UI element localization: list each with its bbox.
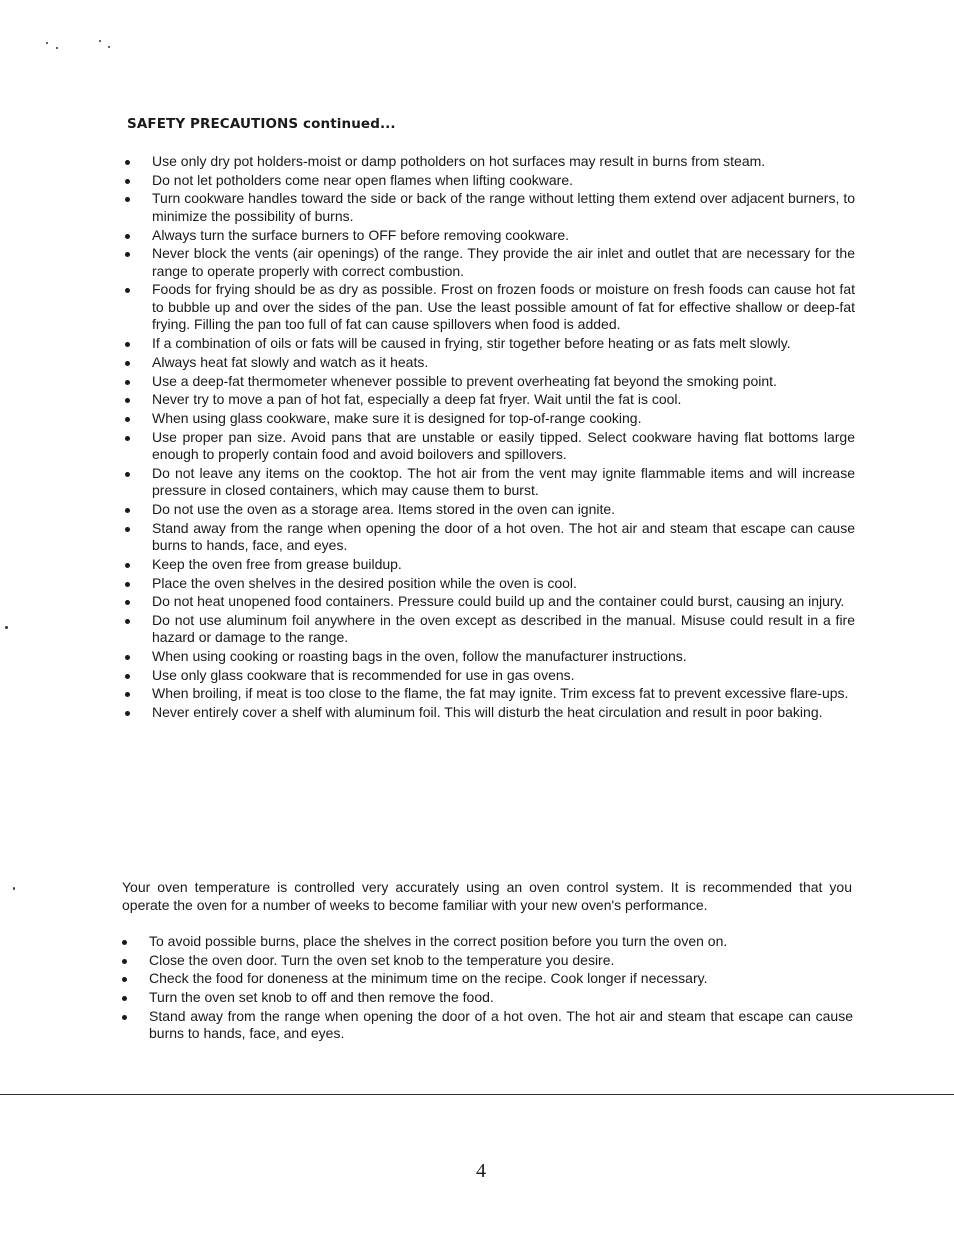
list-item [149,970,853,988]
list-item-text: Close the oven door. Turn the oven set knob to the temperature you desire. [149,951,615,968]
list-item-text: Keep the oven free from grease buildup. [152,555,402,572]
bullet-icon [125,436,130,441]
list-item-text: Never entirely cover a shelf with aluminum foil. This will disturb the heat circulation and result in poor baking. [152,704,823,721]
list-item [152,612,855,647]
list-item [149,933,853,951]
list-item [152,685,855,703]
safety-precautions-list [152,153,855,723]
list-item [152,667,855,685]
list-item [152,172,855,190]
list-item-text: Do not let potholders come near open flames when lifting cookware. [152,171,574,188]
list-item-text: When using cooking or roasting bags in the oven, follow the manufacturer instructions. [152,648,687,665]
list-item [152,281,855,334]
scan-speck [108,46,110,48]
bullet-icon [125,342,130,347]
oven-intro-paragraph: Your oven temperature is controlled very accurately using an oven control system. It is recommended that you operate the oven for a number of weeks to become familiar with your new oven's performance. [122,879,852,913]
list-item [152,354,855,372]
list-item-text: When broiling, if meat is too close to the flame, the fat may ignite. Trim excess fat to prevent excessive flare-ups. [152,685,849,702]
bullet-icon [125,472,130,477]
bullet-icon [125,179,130,184]
bullet-icon [125,197,130,202]
scan-speck [46,42,48,44]
bullet-icon [122,1015,127,1020]
list-item [152,391,855,409]
list-item [149,1008,853,1043]
list-item [152,648,855,666]
bullet-icon [125,508,130,513]
list-item-text: Use only glass cookware that is recommended for use in gas ovens. [152,666,575,683]
list-item-text: Stand away from the range when opening the door of a hot oven. The hot air and steam that escape can cause burns to hands, face, and eyes. [152,519,855,554]
footer-divider [0,1094,954,1095]
bullet-icon [125,252,130,257]
list-item [152,575,855,593]
list-item [152,373,855,391]
list-item [152,556,855,574]
list-item-text: Foods for frying should be as dry as possible. Frost on frozen foods or moisture on fresh foods can cause hot fat to bubble up and over the sides of the pan. Use the least possible amount of fat for effective shallow or deep-fat frying. Filling the pan too full of fat can cause spillovers when food is added. [152,281,855,333]
list-item-text: Use a deep-fat thermometer whenever possible to prevent overheating fat beyond the smoking point. [152,372,777,389]
bullet-icon [125,619,130,624]
bullet-icon [125,711,130,716]
list-item [152,245,855,280]
scan-speck [56,47,58,49]
list-item-text: Do not use the oven as a storage area. Items stored in the oven can ignite. [152,500,616,517]
bullet-icon [122,996,127,1001]
bullet-icon [125,527,130,532]
bullet-icon [125,674,130,679]
list-item-text: To avoid possible burns, place the shelves in the correct position before you turn the oven on. [149,933,728,949]
scan-speck [99,40,101,42]
section-heading: SAFETY PRECAUTIONS continued... [127,116,396,132]
bullet-icon [125,380,130,385]
list-item-text: Check the food for doneness at the minimum time on the recipe. Cook longer if necessary. [149,970,708,987]
list-item-text: Always heat fat slowly and watch as it heats. [152,353,429,370]
scan-speck [5,626,8,629]
page-number: 4 [476,1160,486,1182]
list-item [152,335,855,353]
list-item-text: Do not use aluminum foil anywhere in the oven except as described in the manual. Misuse could result in a fire hazard or damage to the range. [152,611,855,646]
bullet-icon [125,398,130,403]
list-item [149,989,853,1007]
list-item-text: Place the oven shelves in the desired position while the oven is cool. [152,574,577,591]
bullet-icon [122,959,127,964]
list-item [152,501,855,519]
list-item [152,429,855,464]
list-item [152,410,855,428]
list-item-text: Always turn the surface burners to OFF before removing cookware. [152,226,570,243]
list-item-text: Do not heat unopened food containers. Pressure could build up and the container could burst, causing an injury. [152,593,845,610]
list-item [152,520,855,555]
bullet-icon [122,977,127,982]
list-item-text: Stand away from the range when opening the door of a hot oven. The hot air and steam that escape can cause burns to hands, face, and eyes. [149,1007,853,1042]
bullet-icon [125,563,130,568]
list-item-text: Never block the vents (air openings) of the range. They provide the air inlet and outlet that are necessary for the range to operate properly with correct combustion. [152,245,855,279]
list-item [152,190,855,225]
list-item-text: Use proper pan size. Avoid pans that are unstable or easily tipped. Select cookware having flat bottoms large enough to properly contain food and avoid boilovers and spillovers. [152,428,855,463]
bullet-icon [125,361,130,366]
list-item-text: Turn cookware handles toward the side or back of the range without letting them extend over adjacent burners, to minimize the possibility of burns. [152,190,855,224]
bullet-icon [125,655,130,660]
list-item [152,227,855,245]
bullet-icon [125,417,130,422]
bullet-icon [125,234,130,239]
scan-speck [13,887,15,890]
bullet-icon [125,582,130,587]
list-item [149,952,853,970]
list-item-text: Do not leave any items on the cooktop. The hot air from the vent may ignite flammable items and will increase pressure in closed containers, which may cause them to burst. [152,464,855,499]
list-item-text: Turn the oven set knob to off and then remove the food. [149,989,494,1006]
bullet-icon [125,160,130,165]
list-item [152,153,855,171]
bullet-icon [125,600,130,605]
list-item-text: Never try to move a pan of hot fat, especially a deep fat fryer. Wait until the fat is cool. [152,391,682,408]
list-item-text: Use only dry pot holders-moist or damp potholders on hot surfaces may result in burns from steam. [152,153,766,169]
oven-instructions-list [149,933,853,1044]
list-item [152,704,855,722]
bullet-icon [122,940,127,945]
bullet-icon [125,692,130,697]
list-item-text: If a combination of oils or fats will be caused in frying, stir together before heating or as fats melt slowly. [152,335,791,352]
list-item [152,465,855,500]
list-item [152,593,855,611]
list-item-text: When using glass cookware, make sure it is designed for top-of-range cooking. [152,409,642,426]
bullet-icon [125,288,130,293]
